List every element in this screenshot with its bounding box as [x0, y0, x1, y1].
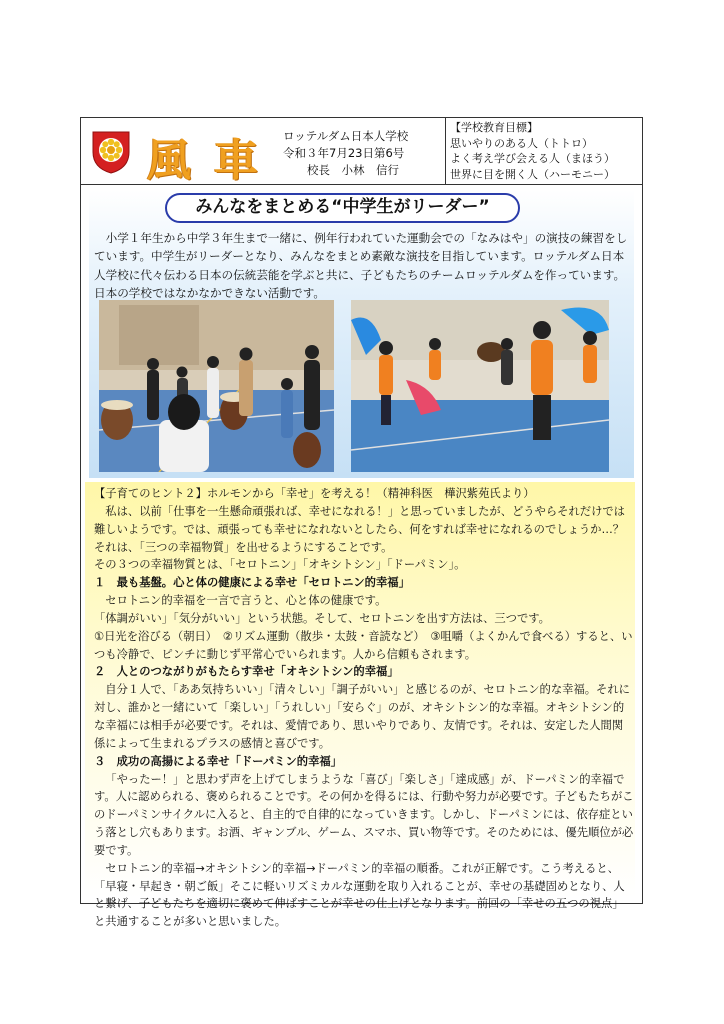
goal-item: よく考え学び会える人（まほう）	[450, 152, 615, 165]
paragraph: 自分１人で、「ああ気持ちいい」「清々しい」「調子がいい」と感じるのが、セロトニン的な幸福。それに対し、誰かと一緒にいて「楽しい」「うれしい」「安らぐ」のが、オキシトシン的な幸福。オキシトシン的な幸福には相手が必要です。それは、愛情であり、思いやりであり、友情です。それは、安定した人間関係によって生まれるプラスの感情と喜びです。	[94, 683, 630, 750]
section-heading-3: ３ 成功の高揚による幸せ「ドーパミン的幸福」	[94, 754, 342, 768]
school-emblem-logo	[89, 128, 133, 174]
goal-item: 世界に目を開く人（ハーモニー）	[450, 167, 615, 181]
paragraph: 私は、以前「仕事を一生懸命頑張れば、幸せになれる！」と思っていましたが、どうやらそれだけでは難しいようです。では、頑張っても幸せになれないとしたら、何をすれば幸せになれるのでしょうか…？それは、「三つの幸福物質」を出せるようにすることです。	[94, 504, 625, 554]
issue-date: 令和３年7月23日第6号	[283, 146, 405, 160]
paragraph: その３つの幸福物質とは、「セロトニン」「オキシトシン」「ドーパミン」。	[94, 558, 466, 572]
paragraph: ①日光を浴びる（朝日） ②リズム運動（散歩・太鼓・音読など） ③咀嚼（よくかんで食べる）すると、いつも冷静で、ピンチに動じず平常心でいられます。人から信頼もされます。	[94, 629, 633, 661]
principal-name: 校長 小林 信行	[307, 163, 399, 177]
paragraph: 「体調がいい」「気分がいい」という状態。そして、セロトニンを出す方法は、三つです。	[94, 611, 550, 625]
hint-title: 【子育てのヒント２】ホルモンから「幸せ」を考える！（精神科医 樺沢紫苑氏より）	[94, 487, 535, 500]
school-name: ロッテルダム日本人学校	[283, 129, 409, 143]
title-char-2: 車	[214, 135, 258, 186]
paragraph: 「やったー！」と思わず声を上げてしまうような「喜び」「楽しさ」「達成感」が、ドーパミン的幸福です。人に認められる、褒められることです。その何かを得るには、行動や努力が必要です。子どもたちがこのドーパミンサイクルに入ると、自主的で自律的になっていきます。しかし、ドーパミンには、依存症という落とし穴もあります。お酒、ギャンブル、ゲーム、スマホ、買い物等です。そのためには、優先順位が必要です。	[94, 772, 634, 857]
school-info	[283, 128, 408, 179]
goals-heading: 【学校教育目標】	[450, 121, 538, 134]
title-char-1: 風	[147, 135, 191, 186]
school-goals	[445, 118, 644, 184]
article1-intro: 小学１年生から中学３年生まで一緒に、例年行われていた運動会での「なみはや」の演技の練習をしています。中学生がリーダーとなり、みんなをまとめ素敵な演技を目指しています。ロッテルダム日本人学校に代々伝わる日本の伝統芸能を学ぶと共に、子どもたちのチームロッテルダムを作っています。日本の学校ではなかなかできない活動です。	[94, 231, 628, 301]
photo-flag-dance	[351, 300, 609, 472]
section-heading-1: １ 最も基盤。心と体の健康による幸せ「セロトニン的幸福」	[94, 576, 410, 590]
article1-headline: みんなをまとめる“中学生がリーダー”	[165, 193, 520, 223]
paragraph: セロトニン的幸福を一言で言うと、心と体の健康です。	[105, 594, 387, 608]
goal-item: 思いやりのある人（トトロ）	[450, 136, 593, 150]
section-heading-2: ２ 人とのつながりがもたらす幸せ「オキシトシン的幸福」	[94, 665, 399, 679]
paragraph: セロトニン的幸福→オキシトシン的幸福→ドーパミン的幸福の順番。これが正解です。こう考えると、「早寝・早起き・朝ご飯」そこに軽いリズミカルな運動を取り入れることが、幸せの基礎固めとなり、人と繋げ、子どもたちを適切に褒めて伸ばすことが幸せの仕上げとなります。前回の「幸せの五つの視点」と共通することが多いと思いました。	[94, 861, 625, 929]
article2-body	[94, 485, 634, 931]
photo-taiko-practice	[99, 300, 334, 472]
